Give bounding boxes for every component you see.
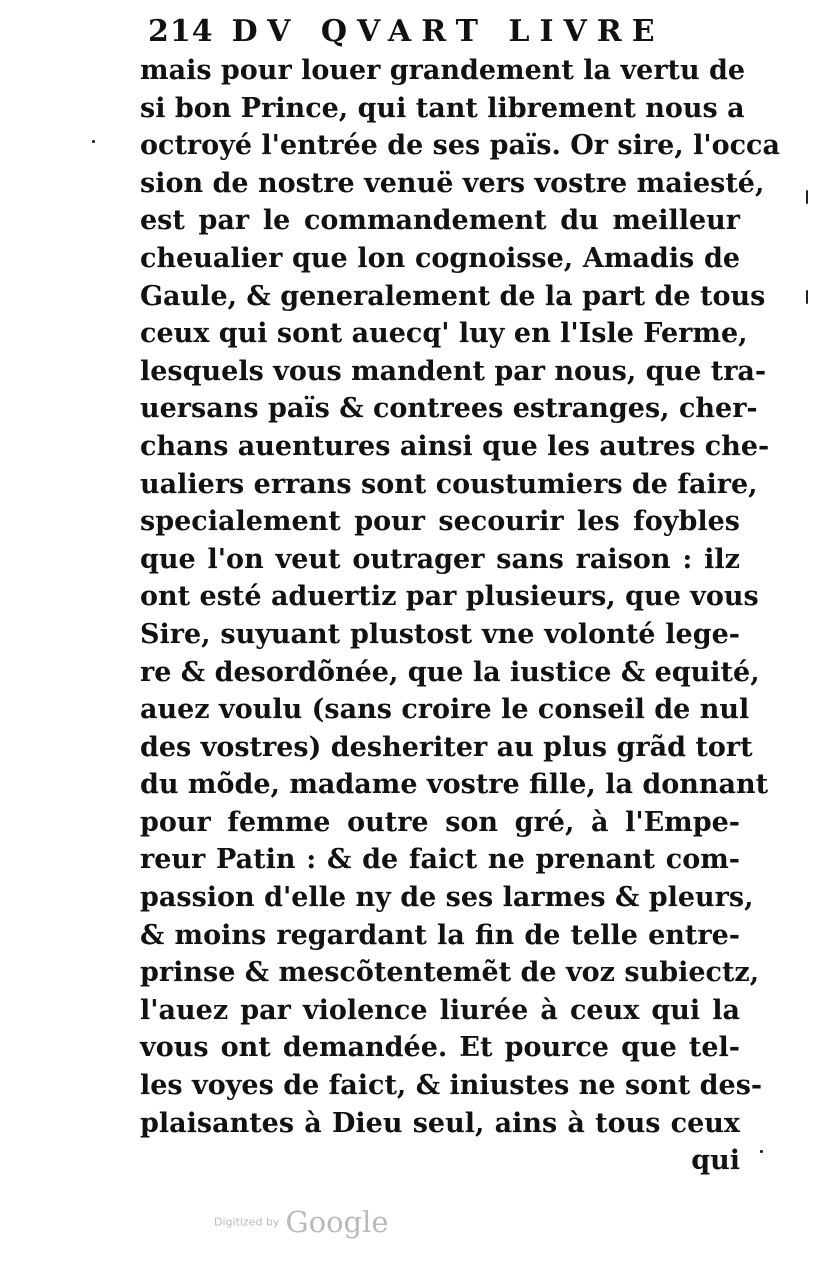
scan-speck: [760, 1150, 763, 1153]
text-line: plaisantes à Dieu seul, ains à tous ceux: [140, 1107, 740, 1139]
page-number: 214: [148, 14, 214, 49]
text-line: Sire, suyuant plustost vne volonté lege-: [140, 618, 740, 650]
text-line: si bon Prince, qui tant librement nous a: [140, 92, 745, 124]
text-line: passion d'elle ny de ses larmes & pleurs,: [140, 882, 754, 914]
text-line: reur Patin : & de faict ne prenant com-: [140, 844, 740, 876]
scan-speck: [92, 140, 95, 143]
watermark-prefix: Digitized by: [214, 1215, 280, 1229]
text-line: les voyes de faict, & iniustes ne sont des-: [140, 1070, 763, 1102]
scan-speck: [806, 190, 808, 204]
text-line: Gaule, & generalement de la part de tous: [140, 280, 766, 312]
text-line: chans auentures ainsi que les autres che-: [140, 430, 770, 462]
text-line: que l'on veut outrager sans raison : ilz: [140, 543, 740, 575]
text-line: auez voulu (sans croire le conseil de nul: [140, 694, 750, 726]
google-logo: Google: [285, 1205, 389, 1239]
text-line: mais pour louer grandement la vertu de: [140, 55, 746, 86]
text-line: du mõde, madame vostre fille, la donnant: [140, 769, 769, 801]
text-line: & moins regardant la fin de telle entre-: [140, 919, 740, 951]
page-body-text: [140, 52, 780, 1180]
scan-speck: [806, 290, 808, 304]
running-header: [148, 14, 665, 49]
running-head-title: DV QVART LIVRE: [231, 14, 665, 49]
text-line: cheualier que lon cognoisse, Amadis de: [140, 242, 740, 274]
text-line: ont esté aduertiz par plusieurs, que vous: [140, 581, 759, 613]
text-line: vous ont demandée. Et pource que tel-: [140, 1032, 740, 1064]
text-line: octroyé l'entrée de ses païs. Or sire, l'occa: [140, 130, 780, 162]
text-line: uersans païs & contrees estranges, cher-: [140, 393, 758, 425]
text-line: ceux qui sont auecq' luy en l'Isle Ferme,: [140, 318, 748, 350]
text-line: sion de nostre venuë vers vostre maiesté,: [140, 167, 765, 199]
text-line: des vostres) desheriter au plus grãd tort: [140, 731, 753, 763]
catchword: qui: [691, 1145, 740, 1177]
text-line: specialement pour secourir les foybles: [140, 506, 740, 538]
text-line: pour femme outre son gré, à l'Empe-: [140, 806, 740, 838]
digitized-by-google-watermark: [214, 1205, 389, 1239]
text-line: lesquels vous mandent par nous, que tra-: [140, 355, 767, 387]
text-line: prinse & mescõtentemẽt de voz subiectz,: [140, 957, 760, 989]
text-line: l'auez par violence liurée à ceux qui la: [140, 994, 740, 1026]
text-line: est par le commandement du meilleur: [140, 205, 740, 237]
text-line: ualiers errans sont coustumiers de faire,: [140, 468, 758, 500]
text-line: re & desordõnée, que la iustice & equité,: [140, 656, 760, 688]
